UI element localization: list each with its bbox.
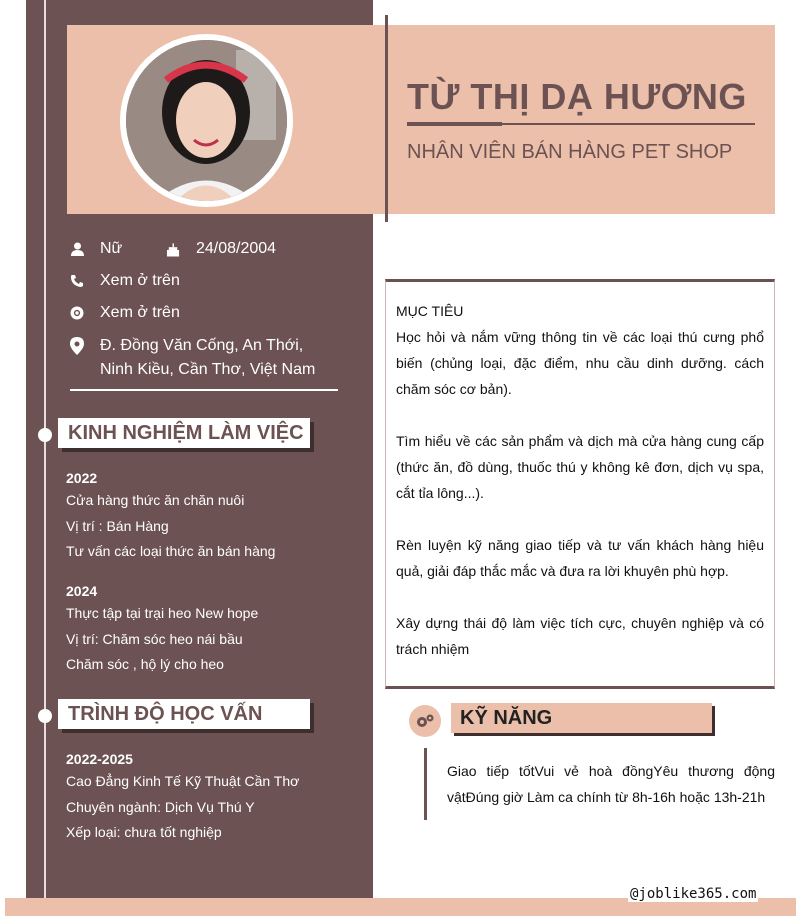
phone-row xyxy=(70,269,340,293)
candidate-name: TỪ THỊ DẠ HƯƠNG xyxy=(407,76,747,117)
education-line: Chuyên ngành: Dịch Vụ Thú Y xyxy=(66,798,255,815)
experience-line: Vị trí : Bán Hàng xyxy=(66,517,169,534)
user-icon xyxy=(70,237,84,261)
address-row xyxy=(70,334,340,382)
experience-heading: KINH NGHIỆM LÀM VIỆC xyxy=(58,418,310,448)
address-value: Đ. Đồng Văn Cống, An Thới, Ninh Kiều, Cần Thơ, Việt Nam xyxy=(100,337,316,378)
experience-line: Tư vấn các loại thức ăn bán hàng xyxy=(66,543,276,559)
gender-value: Nữ xyxy=(100,240,123,257)
contact-divider xyxy=(70,389,338,391)
education-heading: TRÌNH ĐỘ HỌC VẤN xyxy=(58,699,310,729)
objective-paragraph: Học hỏi và nắm vững thông tin về các loại thú cưng phổ biến (chủng loại, đặc điểm, nhu cầu dinh dưỡng. cách chăm sóc cơ bản). xyxy=(396,329,764,397)
education-line: Xếp loại: chưa tốt nghiệp xyxy=(66,824,222,840)
objective-paragraph: Tìm hiểu về các sản phẩm và dịch mà cửa hàng cung cấp (thức ăn, đồ dùng, thuốc thú y không kê đơn, dịch vụ spa, cắt tỉa lông...). xyxy=(396,433,764,501)
experience-item xyxy=(66,468,275,565)
timeline-dot-experience xyxy=(38,428,52,442)
experience-year: 2022 xyxy=(66,470,98,486)
name-underline-accent xyxy=(407,122,502,126)
job-title: NHÂN VIÊN BÁN HÀNG PET SHOP xyxy=(407,141,733,163)
education-year: 2022-2025 xyxy=(66,751,133,767)
skills-text: Giao tiếp tốtVui vẻ hoà đồngYêu thương động vậtĐúng giờ Làm ca chính từ 8h-16h hoặc 13h-21h xyxy=(447,763,775,805)
experience-item xyxy=(66,581,258,678)
education-line: Cao Đẳng Kinh Tế Kỹ Thuật Cần Thơ xyxy=(66,773,300,789)
experience-year: 2024 xyxy=(66,583,98,599)
timeline-dot-education xyxy=(38,709,52,723)
email-row xyxy=(70,301,340,325)
avatar-photo xyxy=(126,40,287,201)
birthday-value: 24/08/2004 xyxy=(196,240,277,257)
skills-bar xyxy=(424,748,427,820)
objective-paragraph: Rèn luyện kỹ năng giao tiếp và tư vấn khách hàng hiệu quả, giải đáp thắc mắc và đưa ra lời khuyên phù hợp. xyxy=(396,537,764,579)
education-item xyxy=(66,749,299,846)
birthday-cake-icon xyxy=(166,237,180,261)
watermark: @joblike365.com xyxy=(630,886,757,902)
email-value: Xem ở trên xyxy=(100,304,180,321)
experience-line: Vị trí: Chăm sóc heo nái bầu xyxy=(66,630,243,647)
experience-line: Cửa hàng thức ăn chăn nuôi xyxy=(66,492,245,508)
avatar-portrait-icon xyxy=(126,40,287,201)
skills-heading: KỸ NĂNG xyxy=(451,703,712,733)
sidebar-timeline-line xyxy=(44,0,46,916)
objective-heading: MỤC TIÊU xyxy=(396,303,464,319)
phone-icon xyxy=(70,269,84,293)
header-divider xyxy=(385,15,388,222)
experience-line: Chăm sóc , hộ lý cho heo xyxy=(66,656,224,672)
avatar xyxy=(120,34,293,207)
experience-line: Thực tập tại trại heo New hope xyxy=(66,605,259,621)
at-sign-icon xyxy=(70,301,84,325)
gears-icon xyxy=(409,705,441,737)
phone-value: Xem ở trên xyxy=(100,272,180,289)
objective-paragraph: Xây dựng thái độ làm việc tích cực, chuyên nghiệp và có trách nhiệm xyxy=(396,615,764,657)
objective-box xyxy=(385,279,775,689)
map-pin-icon xyxy=(70,334,84,358)
gender-row xyxy=(70,237,276,261)
